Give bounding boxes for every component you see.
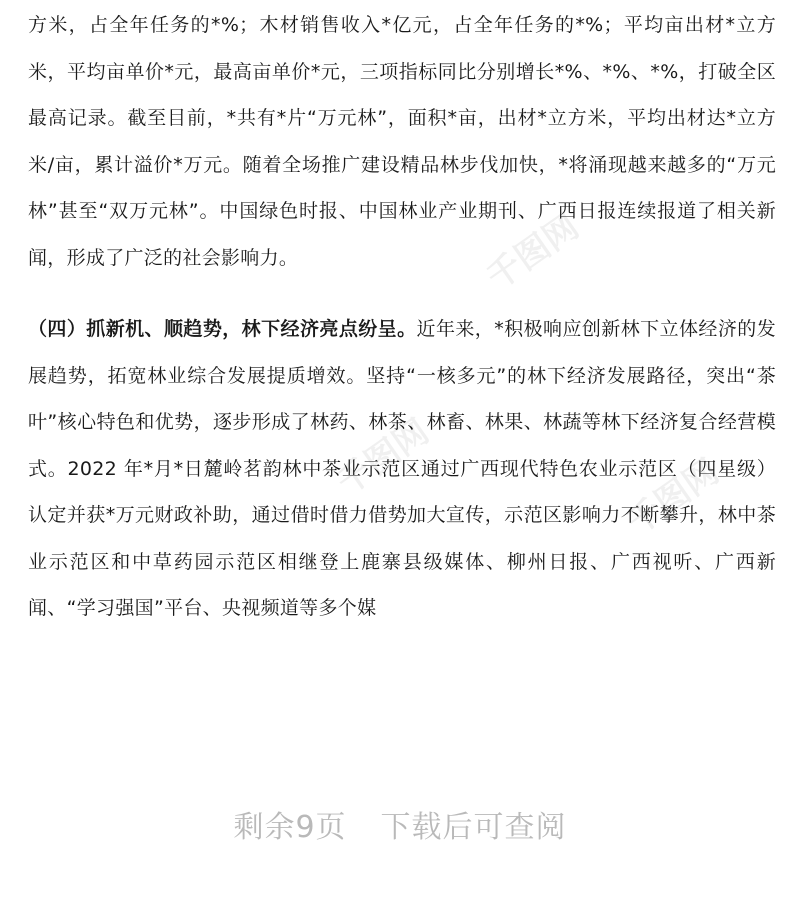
remaining-pages-label[interactable]: 剩余9页 [233, 810, 347, 845]
watermark: 千图网 [479, 206, 587, 299]
remaining-pages-banner[interactable] [0, 802, 800, 846]
paragraph-body-text: 近年来，*积极响应创新林下立体经济的发展趋势，拓宽林业综合发展提质增效。坚持“一核多元”的林下经济发展路径，突出“茶叶”核心特色和优势，逐步形成了林药、林茶、林畜、林果、林蔬等林下经济复合经营模式。2022 年*月*日麓岭茗韵林中茶业示范区通过广西现代特色农业示范区（四星级）认定并获*万元财政补助，通过借时借力借势加大宣传，示范区影响力不断攀升，林中茶业示范区和中草药园示范区相继登上鹿寨县级媒体、柳州日报、广西视听、广西新闻、“学习强国”平台、央视频道等多个媒 [28, 318, 776, 619]
paragraph-forest-sales: 方米，占全年任务的*%；木材销售收入*亿元，占全年任务的*%；平均亩出材*立方米，平均亩单价*元，最高亩单价*元，三项指标同比分别增长*%、*%、*%，打破全区最高记录。截至目前，*共有*片“万元林”，面积*亩，出材*立方米，平均出材达*立方米/亩，累计溢价*万元。随着全场推广建设精品林步伐加快，*将涌现越来越多的“万元林”甚至“双万元林”。中国绿色时报、中国林业产业期刊、广西日报连续报道了相关新闻，形成了广泛的社会影响力。 [28, 14, 776, 269]
download-hint-label[interactable]: 下载后可查阅 [380, 810, 567, 845]
watermark: 千图网 [329, 411, 437, 504]
watermark: 千图网 [619, 451, 727, 544]
section-heading-four: （四）抓新机、顺趋势，林下经济亮点纷呈。 [28, 318, 417, 340]
document-body [28, 2, 776, 632]
paragraph-understory-economy [28, 306, 776, 632]
